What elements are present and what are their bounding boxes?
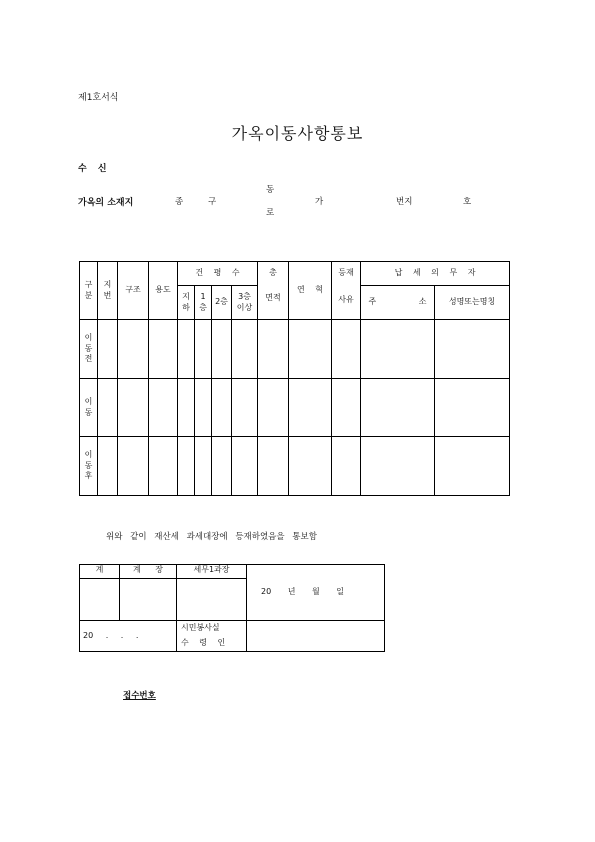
approval-table (79, 564, 385, 652)
location-ro: 로 (266, 208, 275, 218)
header-napse: 납 세 의 무 자 (361, 262, 510, 286)
row-label-before: 이 동 전 (80, 320, 98, 379)
location-ho: 호 (463, 197, 472, 207)
header-chong-area: 총 면적 (258, 262, 289, 320)
receiver-info: 시민봉사실 수 령 인 (177, 621, 247, 652)
table-row (80, 320, 510, 379)
header-1cheung: 1 층 (195, 286, 212, 320)
header-yeonhyeok: 연 혁 (289, 262, 332, 320)
location-beonji: 번지 (396, 197, 413, 207)
approval-gyejang-stamp (120, 579, 177, 621)
header-3cheung: 3층 이상 (232, 286, 258, 320)
header-name: 성명또는명칭 (435, 286, 510, 320)
location-label: 가옥의 소재지 (78, 198, 134, 208)
header-jibeon: 지 번 (98, 262, 118, 320)
header-2cheung: 2층 (212, 286, 232, 320)
table-row (80, 437, 510, 496)
approval-gyejang: 계 장 (120, 565, 177, 579)
location-gu-1: 종 (175, 197, 184, 207)
location-gu-2: 구 (208, 197, 217, 207)
receipt-number-label: 접수번호 (123, 691, 156, 701)
header-yongdo: 용도 (149, 262, 178, 320)
approval-date: 20 년 월 일 (247, 565, 385, 621)
header-gujo: 구조 (118, 262, 149, 320)
recipient-label: 수 신 (78, 164, 111, 174)
header-juso: 주 소 (361, 286, 435, 320)
document-title: 가옥이동사항통보 (231, 124, 364, 143)
row-label-move: 이 동 (80, 379, 98, 437)
approval-dept: 세무1과장 (177, 565, 247, 579)
header-gubun: 구 분 (80, 262, 98, 320)
header-jiha: 지 하 (178, 286, 195, 320)
notice-text: 위와 같이 재산세 과세대장에 등재하였음을 통보함 (106, 532, 317, 542)
location-dong: 동 (266, 185, 275, 195)
approval-gye-stamp (80, 579, 120, 621)
header-geonpyeong: 건 평 수 (178, 262, 258, 286)
approval-dept-stamp (177, 579, 247, 621)
receive-date: 20 . . . (80, 621, 177, 652)
approval-gye: 계 (80, 565, 120, 579)
receiver-sign (247, 621, 385, 652)
movement-table (79, 261, 510, 496)
form-number: 제1호서식 (78, 93, 119, 103)
row-label-after: 이 동 후 (80, 437, 98, 496)
location-ga: 가 (315, 197, 324, 207)
table-row (80, 379, 510, 437)
header-deungjae: 등재 사유 (332, 262, 361, 320)
